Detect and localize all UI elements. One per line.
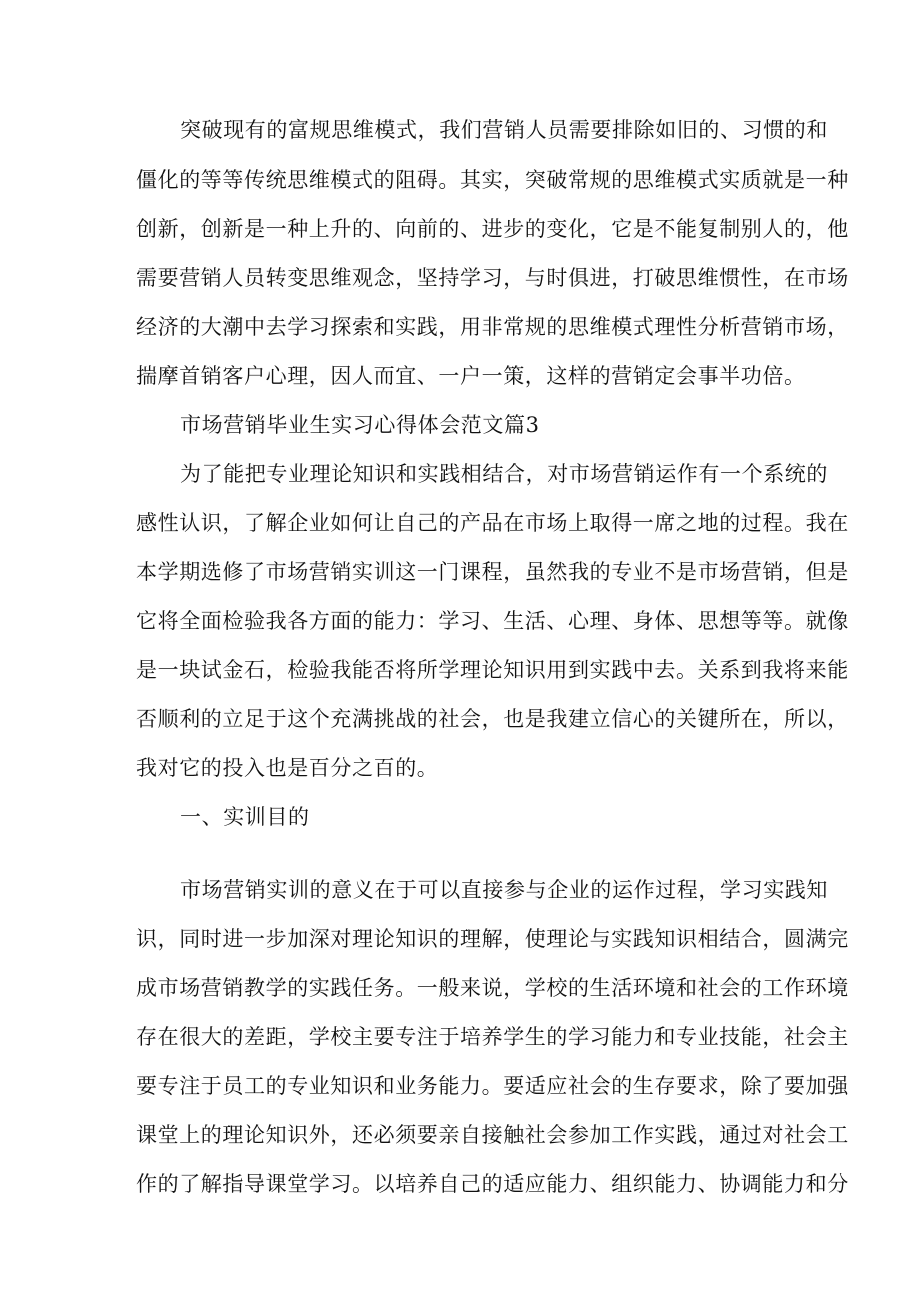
subheading-training-purpose: 一、实训目的 — [180, 805, 310, 829]
paragraph-2-line-7: 我对它的投入也是百分之百的。 — [136, 756, 439, 780]
paragraph-3-line-2: 识，同时进一步加深对理论知识的理解，使理论与实践知识相结合，圆满完 — [136, 927, 849, 951]
paragraph-1-line-3: 创新，创新是一种上升的、向前的、进步的变化，它是不能复制别人的，他 — [136, 217, 849, 241]
paragraph-2-line-5: 是一块试金石，检验我能否将所学理论知识用到实践中去。关系到我将来能 — [136, 658, 849, 682]
paragraph-3-line-1: 市场营销实训的意义在于可以直接参与企业的运作过程，学习实践知 — [180, 878, 828, 902]
paragraph-1-line-5: 经济的大潮中去学习探索和实践，用非常规的思维模式理性分析营销市场， — [136, 315, 849, 339]
paragraph-2-line-3: 本学期选修了市场营销实训这一门课程，虽然我的专业不是市场营销，但是 — [136, 560, 849, 584]
paragraph-3-line-5: 要专注于员工的专业知识和业务能力。要适应社会的生存要求，除了要加强 — [136, 1074, 849, 1098]
paragraph-2-line-6: 否顺利的立足于这个充满挑战的社会，也是我建立信心的关键所在，所以， — [136, 707, 849, 731]
section-title: 市场营销毕业生实习心得体会范文篇3 — [180, 413, 540, 437]
paragraph-1-line-6: 揣摩首销客户心理，因人而宜、一户一策，这样的营销定会事半功倍。 — [136, 364, 806, 388]
paragraph-3-line-3: 成市场营销教学的实践任务。一般来说，学校的生活环境和社会的工作环境 — [136, 976, 849, 1000]
paragraph-1-line-4: 需要营销人员转变思维观念，坚持学习，与时俱进，打破思维惯性，在市场 — [136, 266, 849, 290]
paragraph-2-line-2: 感性认识，了解企业如何让自己的产品在市场上取得一席之地的过程。我在 — [136, 511, 849, 535]
paragraph-3-line-6: 课堂上的理论知识外，还必须要亲自接触社会参加工作实践，通过对社会工 — [136, 1123, 849, 1147]
paragraph-2-line-1: 为了能把专业理论知识和实践相结合，对市场营销运作有一个系统的 — [180, 462, 828, 486]
paragraph-1-line-1: 突破现有的富规思维模式，我们营销人员需要排除如旧的、习惯的和 — [180, 118, 828, 142]
paragraph-3-line-4: 存在很大的差距，学校主要专注于培养学生的学习能力和专业技能，社会主 — [136, 1025, 849, 1049]
paragraph-1-line-2: 僵化的等等传统思维模式的阻碍。其实，突破常规的思维模式实质就是一种 — [136, 168, 849, 192]
paragraph-3-line-7: 作的了解指导课堂学习。以培养自己的适应能力、组织能力、协调能力和分 — [136, 1172, 849, 1196]
paragraph-2-line-4: 它将全面检验我各方面的能力：学习、生活、心理、身体、思想等等。就像 — [136, 609, 849, 633]
